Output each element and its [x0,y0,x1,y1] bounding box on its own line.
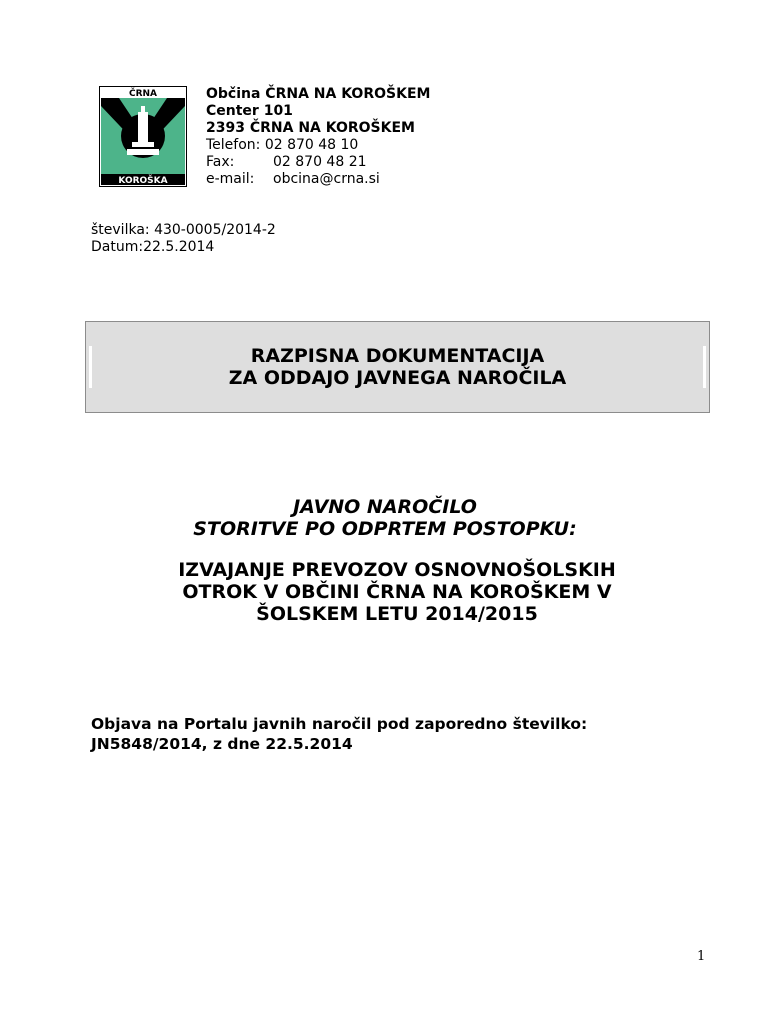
title-box-right-mark [703,346,706,388]
publication-line2: JN5848/2014, z dne 22.5.2014 [91,735,353,753]
publication-notice [91,714,587,754]
publication-line1: Objava na Portalu javnih naročil pod zaporedno številko: [91,715,588,733]
municipality-name: Občina ČRNA NA KOROŠKEM [206,86,431,102]
document-title-line1: RAZPISNA DOKUMENTACIJA [250,345,545,367]
fax-line [206,154,430,171]
document-title-line2: ZA ODDAJO JAVNEGA NAROČILA [228,367,567,389]
document-title-box [85,321,710,413]
municipality-crest-logo [99,86,187,187]
procurement-subject [0,559,770,625]
email-label: e-mail: [206,171,255,187]
page-number: 1 [697,949,706,964]
crest-top-text: ČRNA [128,89,158,99]
email-address: obcina@crna.si [273,171,380,187]
phone-label: Telefon: [206,137,261,153]
email-line [206,171,430,188]
street-address: Center 101 [206,103,293,119]
procedure-line1: JAVNO NAROČILO [293,496,477,518]
document-date: Datum:22.5.2014 [91,239,215,255]
procedure-line2: STORITVE PO ODPRTEM POSTOPKU: [193,518,577,540]
crest-bottom-text: KOROŠKA [118,176,168,186]
fax-number: 02 870 48 21 [273,154,367,170]
reference-number: številka: 430-0005/2014-2 [91,222,276,238]
fax-label: Fax: [206,154,235,170]
subject-line2: OTROK V OBČINI ČRNA NA KOROŠKEM V [182,581,612,603]
phone-line [206,137,430,154]
document-reference [91,222,276,256]
phone-number: 02 870 48 10 [264,137,359,153]
title-box-left-mark [89,346,92,388]
letterhead [206,86,430,188]
procurement-procedure [0,496,770,540]
subject-line3: ŠOLSKEM LETU 2014/2015 [256,603,538,625]
subject-line1: IZVAJANJE PREVOZOV OSNOVNOŠOLSKIH [178,559,616,581]
city-address: 2393 ČRNA NA KOROŠKEM [206,120,415,136]
